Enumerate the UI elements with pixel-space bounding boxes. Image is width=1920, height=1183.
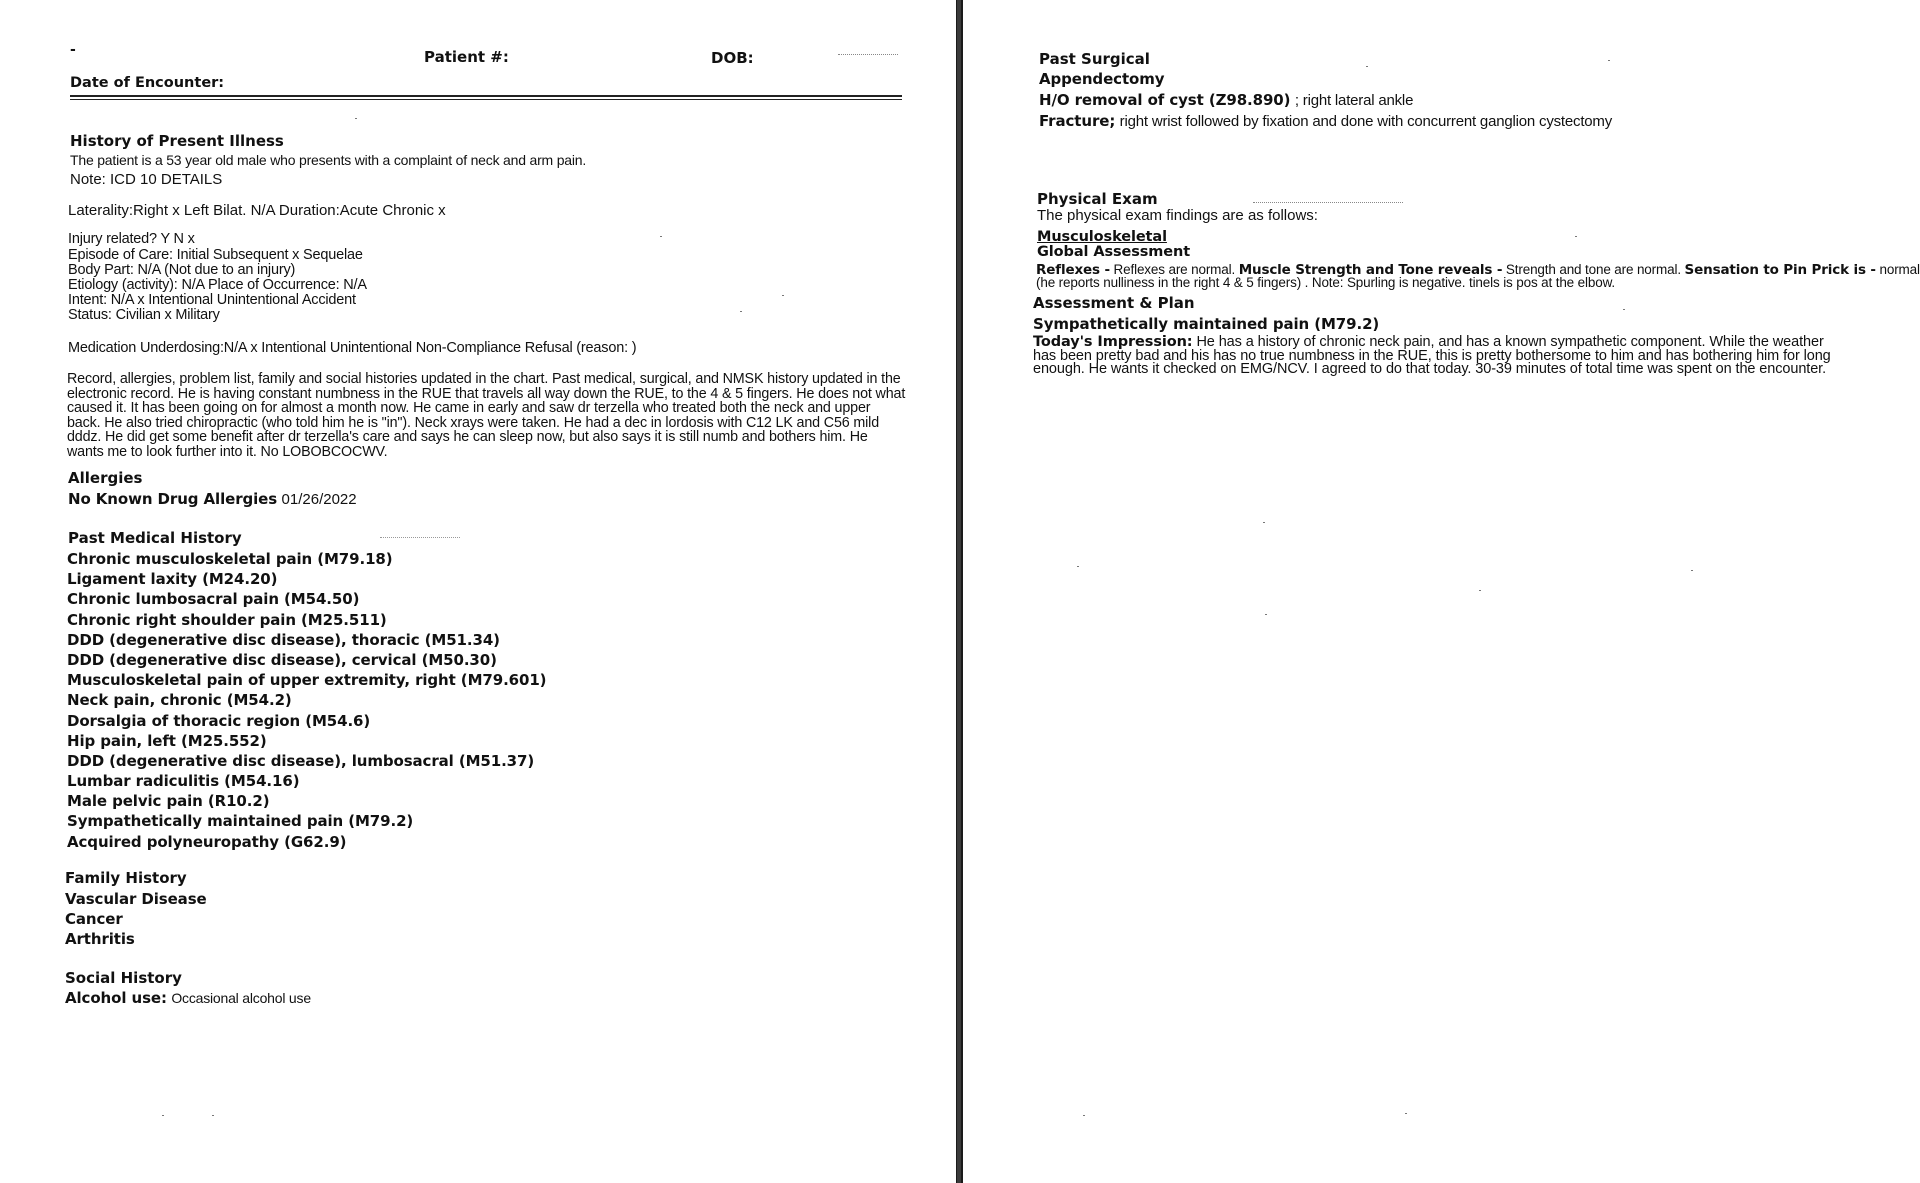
- musculoskeletal-heading: Musculoskeletal: [1037, 229, 1167, 245]
- scan-speck: [660, 236, 662, 237]
- past-medical-history-item: DDD (degenerative disc disease), cervical (M50.30): [67, 650, 497, 669]
- alcohol-use-label: Alcohol use:: [65, 989, 167, 1007]
- scan-speck: [838, 54, 898, 56]
- todays-impression: [1033, 336, 1833, 377]
- alcohol-use-line: [65, 989, 311, 1008]
- exam-findings-text: [1036, 264, 1920, 289]
- hpi-title: History of Present Illness: [70, 132, 284, 150]
- scan-speck: [212, 1115, 214, 1116]
- family-history-list: [65, 889, 207, 949]
- past-medical-history-item: Musculoskeletal pain of upper extremity, right (M79.601): [67, 671, 547, 690]
- date-of-encounter-label: Date of Encounter:: [70, 75, 225, 91]
- past-medical-history-item: Chronic musculoskeletal pain (M79.18): [67, 550, 393, 568]
- appendectomy: Appendectomy: [1039, 70, 1165, 88]
- medication-underdosing-line: Medication Underdosing:N/A x Intentional Unintentional Non-Compliance Refusal (reason: ): [68, 340, 637, 356]
- scan-speck: [1265, 614, 1267, 615]
- family-history-title: Family History: [65, 869, 187, 887]
- scan-speck: [1608, 60, 1610, 61]
- header-dash: -: [70, 42, 76, 58]
- scan-speck: [1691, 570, 1693, 571]
- past-medical-history-item: DDD (degenerative disc disease), thoracic (M51.34): [67, 630, 500, 649]
- social-history-title: Social History: [65, 969, 182, 987]
- intent-line: Intent: N/A x Intentional Unintentional Accident: [68, 292, 356, 308]
- global-assessment-heading: Global Assessment: [1037, 244, 1191, 260]
- past-medical-history-item: Neck pain, chronic (M54.2): [67, 691, 292, 710]
- past-medical-history-item: Male pelvic pain (R10.2): [67, 792, 270, 811]
- past-medical-history-item: Lumbar radiculitis (M54.16): [67, 772, 300, 791]
- impression-text: He has a history of chronic neck pain, and has a known sympathetic component. While the weather has been pretty bad and his has no true numbness in the RUE, this is pretty bothersome to him and has bothering him for long enough. He wants it checked on EMG/NCV. I agreed to do that today. 30-39 minutes of total time was spent on the encounter.: [1033, 334, 1831, 377]
- past-medical-history-item: Acquired polyneuropathy (G62.9): [67, 832, 347, 851]
- cyst-removal-detail: ; right lateral ankle: [1294, 92, 1414, 109]
- strength-label: Muscle Strength and Tone reveals -: [1238, 262, 1503, 278]
- scan-speck: [380, 537, 460, 539]
- fracture-line: [1039, 112, 1612, 131]
- reflexes-text: Reflexes are normal.: [1113, 262, 1236, 277]
- scan-speck: [1077, 566, 1079, 567]
- scan-speck: [162, 1115, 164, 1116]
- hpi-record-paragraph: Record, allergies, problem list, family and social histories updated in the chart. Past medical, surgical, and NMSK history updated in the electronic record. He is having constant numbness in the RUE that travels all way down the RUE, to the 4 & 5 fingers. He does not what caused it. It has been going on for almost a month now. He came in early and saw dr terzella who treated both the neck and upper back. He also tried chiropractic (who told him he is "in"). Neck xrays were taken. He had a dec in lordosis with C12 LK and C56 mild dddz. He did get some benefit after dr terzella's care and says he can sleep now, but also says it is still numb and bothers him. He wants me to look further into it. No LOBOBCOCWV.: [67, 371, 906, 460]
- fracture-label: Fracture;: [1039, 112, 1116, 130]
- scan-speck: [1405, 1113, 1407, 1114]
- reflexes-label: Reflexes -: [1036, 262, 1110, 278]
- alcohol-use-value: Occasional alcohol use: [171, 990, 311, 1006]
- sensation-label: Sensation to Pin Prick is -: [1684, 262, 1876, 278]
- past-medical-history-title: Past Medical History: [68, 529, 242, 547]
- scan-speck: [1083, 1115, 1085, 1116]
- scan-speck: [1263, 522, 1265, 523]
- family-history-item: Vascular Disease: [65, 890, 207, 908]
- episode-of-care-line: Episode of Care: Initial Subsequent x Sequelae: [68, 247, 363, 263]
- past-medical-history-item: Sympathetically maintained pain (M79.2): [67, 812, 414, 831]
- past-medical-history-item: Dorsalgia of thoracic region (M54.6): [67, 711, 371, 730]
- cyst-removal-line: [1039, 91, 1413, 110]
- past-medical-history-list: [67, 549, 546, 852]
- scan-speck: [355, 118, 357, 119]
- fracture-detail: right wrist followed by fixation and done with concurrent ganglion cystectomy: [1119, 113, 1613, 130]
- scan-speck: [1575, 236, 1577, 237]
- past-medical-history-item: Hip pain, left (M25.552): [67, 731, 267, 750]
- hpi-note: Note: ICD 10 DETAILS: [70, 171, 223, 188]
- header-rule: [70, 95, 902, 97]
- scan-speck: [740, 311, 742, 312]
- injury-related-line: Injury related? Y N x: [68, 231, 195, 247]
- scan-speck: [1253, 202, 1403, 204]
- etiology-line: Etiology (activity): N/A Place of Occurrence: N/A: [68, 277, 367, 293]
- status-line: Status: Civilian x Military: [68, 307, 220, 323]
- page-gutter-shade: [957, 0, 961, 1183]
- family-history-item: Arthritis: [65, 930, 135, 948]
- allergies-date: 01/26/2022: [281, 491, 357, 508]
- scan-speck: [782, 295, 784, 296]
- past-surgical-title: Past Surgical: [1039, 50, 1150, 68]
- sensation-text: normal (he reports nulliness in the right 4 & 5 fingers) . Note: Spurling is negative. tinels is pos at the elbow.: [1036, 262, 1920, 290]
- header-rule-secondary: [70, 99, 902, 100]
- past-medical-history-item: DDD (degenerative disc disease), lumbosacral (M51.37): [67, 751, 535, 770]
- physical-exam-title: Physical Exam: [1037, 190, 1158, 208]
- allergies-line: [68, 490, 357, 509]
- laterality-line: Laterality:Right x Left Bilat. N/A Duration:Acute Chronic x: [68, 202, 446, 219]
- strength-text: Strength and tone are normal.: [1505, 262, 1681, 277]
- scan-speck: [1623, 309, 1625, 310]
- allergies-title: Allergies: [68, 469, 143, 487]
- past-medical-history-item: Chronic lumbosacral pain (M54.50): [67, 590, 360, 609]
- scan-speck: [1479, 590, 1481, 591]
- past-medical-history-item: Chronic right shoulder pain (M25.511): [67, 610, 387, 629]
- dob-label: DOB:: [711, 49, 754, 67]
- cyst-removal-label: H/O removal of cyst (Z98.890): [1039, 91, 1291, 109]
- body-part-line: Body Part: N/A (Not due to an injury): [68, 262, 296, 278]
- assessment-diagnosis: Sympathetically maintained pain (M79.2): [1033, 315, 1380, 333]
- physical-exam-intro: The physical exam findings are as follows:: [1037, 207, 1318, 224]
- left-document-page: [0, 0, 956, 1183]
- right-document-page: [963, 0, 1920, 1183]
- past-medical-history-item: Ligament laxity (M24.20): [67, 570, 278, 589]
- allergies-value: No Known Drug Allergies: [68, 490, 278, 508]
- assessment-plan-title: Assessment & Plan: [1033, 294, 1195, 312]
- scan-speck: [1366, 66, 1368, 67]
- impression-label: Today's Impression:: [1033, 334, 1193, 350]
- patient-number-label: Patient #:: [424, 48, 509, 66]
- family-history-item: Cancer: [65, 910, 123, 928]
- hpi-intro: The patient is a 53 year old male who presents with a complaint of neck and arm pain.: [70, 152, 587, 168]
